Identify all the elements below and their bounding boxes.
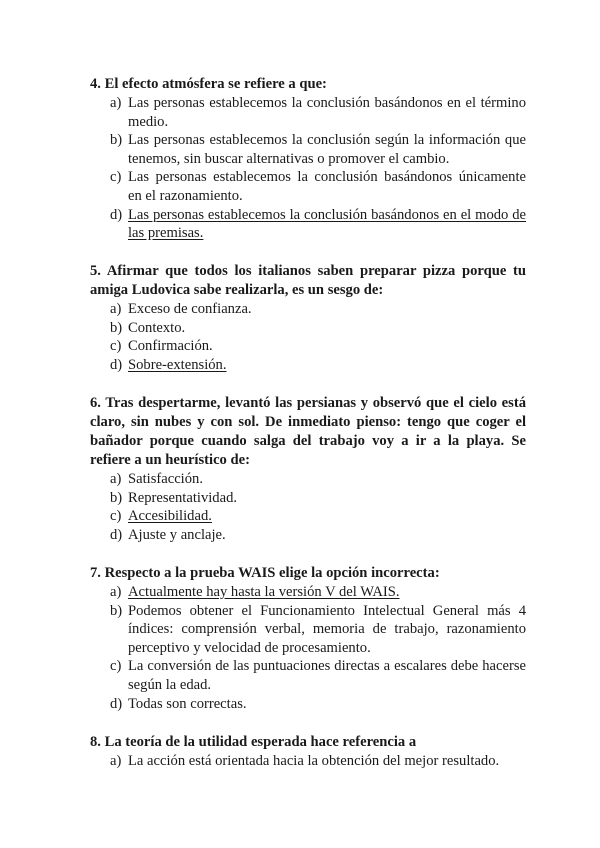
- option-text: Exceso de confianza.: [128, 301, 252, 318]
- question-title: 5. Afirmar que todos los italianos saben preparar pizza porque tu amiga Ludovica sabe realizarla, es un sesgo de:: [90, 263, 526, 299]
- option-text-correct: Accesibilidad.: [128, 508, 212, 525]
- option-label: b): [110, 489, 123, 506]
- answer-option: [90, 583, 526, 602]
- option-label: c): [110, 508, 122, 525]
- option-text: Las personas establecemos la conclusión según la información que tenemos, sin buscar alternativas o promover el cambio.: [128, 132, 526, 167]
- answer-option: [90, 526, 526, 545]
- option-label: b): [110, 602, 123, 619]
- answer-option: [90, 657, 526, 694]
- answer-option: [90, 602, 526, 658]
- question-5: [90, 262, 526, 374]
- option-label: a): [110, 95, 122, 111]
- question-8: [90, 733, 526, 771]
- option-label: c): [110, 338, 122, 355]
- option-label: c): [110, 169, 122, 186]
- option-label: a): [110, 471, 122, 488]
- answer-option: [90, 507, 526, 526]
- answer-option: [90, 94, 526, 131]
- option-label: c): [110, 658, 122, 675]
- question-4: [90, 75, 526, 243]
- option-text: Todas son correctas.: [128, 695, 247, 712]
- answer-option: [90, 131, 526, 168]
- answer-option: [90, 168, 526, 205]
- question-7: [90, 564, 526, 713]
- option-label: a): [110, 584, 122, 600]
- option-label: b): [110, 132, 123, 149]
- option-label: d): [110, 357, 123, 374]
- option-label: a): [110, 301, 122, 318]
- question-title: 6. Tras despertarme, levantó las persianas y observó que el cielo está claro, sin nubes y con sol. De inmediato pienso: tengo que coger el bañador porque cuando salga del trabajo voy a ir a la playa. Se refiere a un heurístico de:: [90, 395, 526, 469]
- answer-option: [90, 206, 526, 243]
- question-title: 7. Respecto a la prueba WAIS elige la opción incorrecta:: [90, 565, 440, 581]
- option-text-correct: Las personas establecemos la conclusión basándonos en el modo de las premisas.: [128, 206, 526, 242]
- option-text: Satisfacción.: [128, 471, 203, 488]
- answer-option: [90, 337, 526, 356]
- answer-option: [90, 300, 526, 319]
- option-text-correct: Sobre-extensión.: [128, 357, 227, 374]
- option-label: d): [110, 206, 123, 223]
- answer-option: [90, 356, 526, 375]
- option-text: Podemos obtener el Funcionamiento Intelectual General más 4 índices: comprensión verbal, memoria de trabajo, razonamiento perceptivo y velocidad de procesamiento.: [128, 602, 526, 656]
- option-label: a): [110, 752, 122, 769]
- question-list: [90, 75, 526, 790]
- answer-option: [90, 752, 526, 771]
- option-label: d): [110, 526, 123, 543]
- answer-option: [90, 470, 526, 489]
- option-text: Ajuste y anclaje.: [128, 526, 226, 543]
- option-text: Representatividad.: [128, 489, 238, 506]
- option-text: Contexto.: [128, 319, 186, 336]
- option-text-correct: Actualmente hay hasta la versión V del WAIS.: [128, 584, 400, 600]
- option-text: La conversión de las puntuaciones directas a escalares debe hacerse según la edad.: [128, 658, 526, 693]
- option-text: Las personas establecemos la conclusión basándonos únicamente en el razonamiento.: [128, 169, 526, 204]
- answer-option: [90, 695, 526, 714]
- option-label: d): [110, 695, 123, 712]
- option-text: Confirmación.: [128, 338, 213, 355]
- option-label: b): [110, 319, 123, 336]
- question-6: [90, 394, 526, 544]
- answer-option: [90, 489, 526, 508]
- option-text: Las personas establecemos la conclusión basándonos en el término medio.: [128, 95, 526, 130]
- answer-option: [90, 319, 526, 338]
- question-title: 4. El efecto atmósfera se refiere a que:: [90, 76, 327, 92]
- option-text: La acción está orientada hacia la obtención del mejor resultado.: [128, 752, 500, 769]
- question-title: 8. La teoría de la utilidad esperada hace referencia a: [90, 733, 417, 750]
